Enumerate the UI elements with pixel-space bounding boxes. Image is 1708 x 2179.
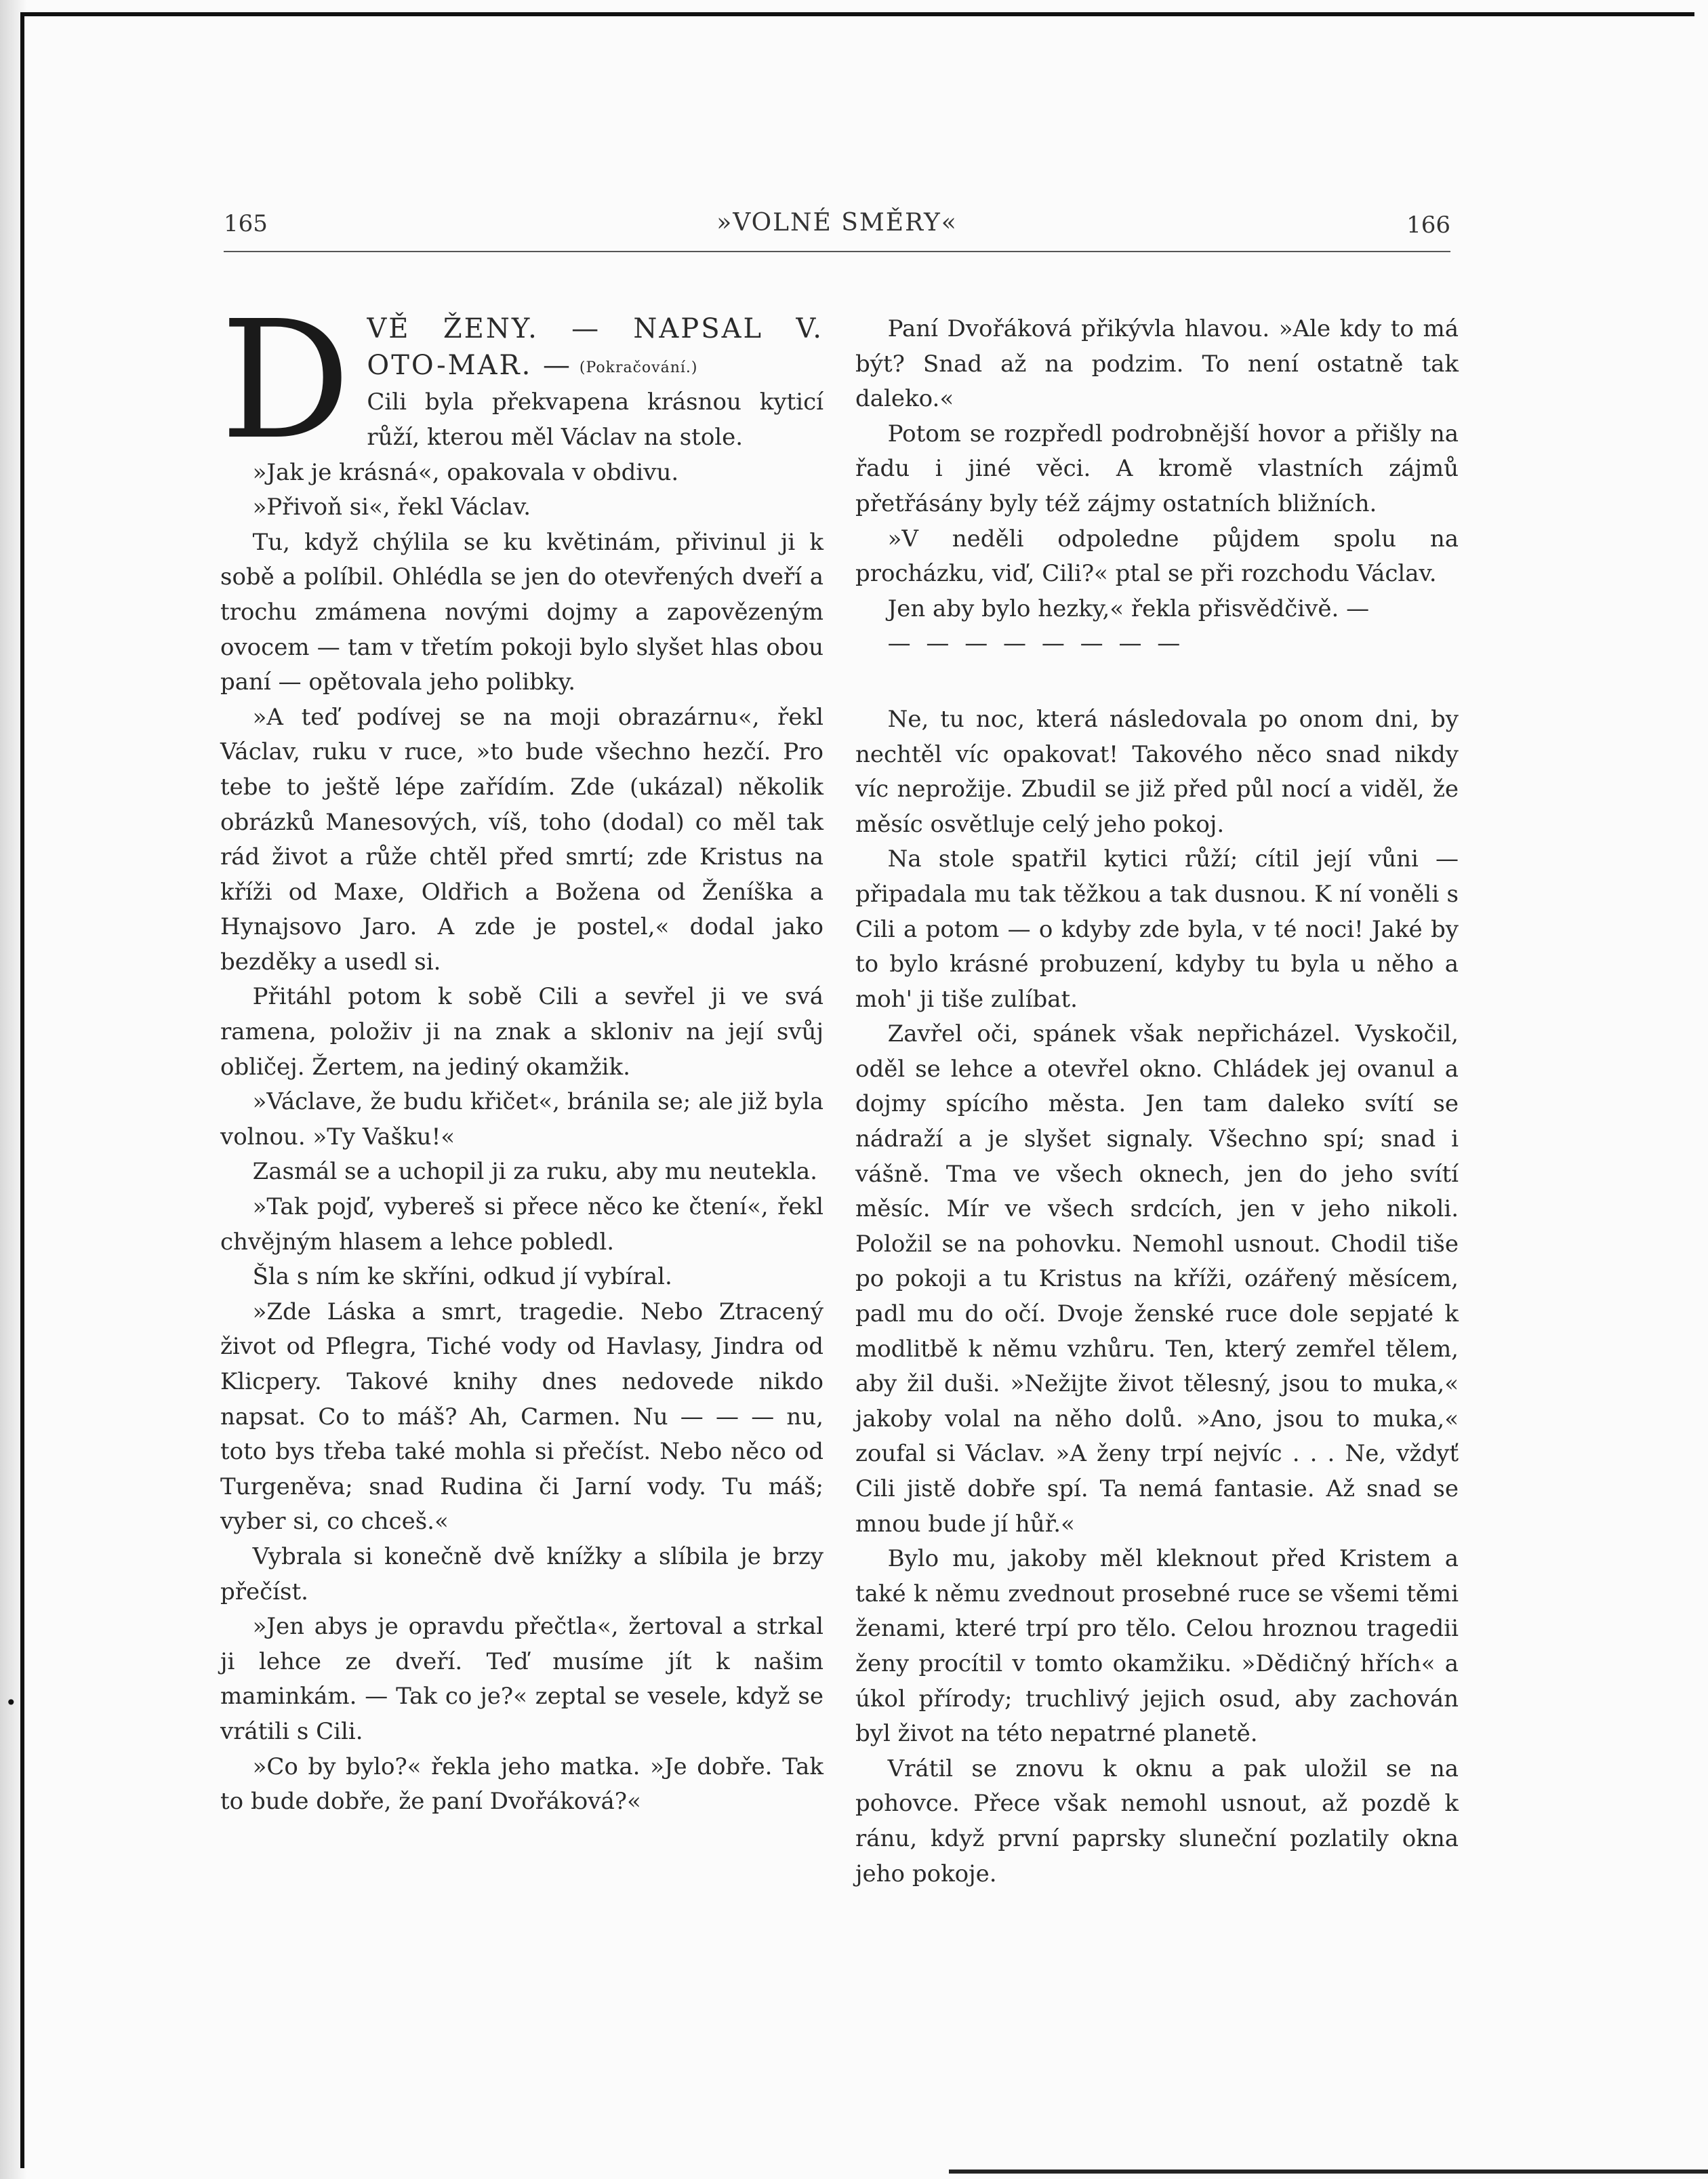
paragraph: Potom se rozpředl podrobnější hovor a přišly na řadu i jiné věci. A kromě vlastních zájmů přetřásány byly též zájmy ostatních bližních. bbox=[855, 420, 1459, 517]
paragraph: »Jen abys je opravdu přečtla«, žertoval a strkal ji lehce ze dveří. Teď musíme jít k našim maminkám. — Tak co je?« zeptal se vesele, když se vrátili s Cili. bbox=[220, 1613, 824, 1745]
paragraph: Paní Dvořáková přikývla hlavou. »Ale kdy to má být? Snad až na podzim. To není ostatně tak daleko.« bbox=[855, 315, 1459, 413]
right-paragraphs-a bbox=[855, 312, 1459, 626]
paragraph: Bylo mu, jakoby měl kleknout před Kristem a také k němu zvednout prosebné ruce se všemi těmi ženami, které trpí pro tělo. Celou hroznou tragedii ženy procítil v tomto okamžiku. »Dědičný hřích« a úkol přírody; truchlivý jejich osud, aby zachován byl život na této nepatrné planetě. bbox=[855, 1545, 1459, 1748]
paragraph: »Přivoň si«, řekl Václav. bbox=[252, 494, 531, 521]
article-title: VĚ ŽENY. — NAPSAL V. OTO-MAR. — bbox=[367, 313, 824, 381]
page-number-right: 166 bbox=[1406, 212, 1450, 239]
paragraph: Vybrala si konečně dvě knížky a slíbila je brzy přečíst. bbox=[220, 1542, 824, 1605]
right-column bbox=[855, 312, 1459, 1892]
paragraph: »Co by bylo?« řekla jeho matka. »Je dobře. Tak to bude dobře, že paní Dvořáková?« bbox=[220, 1753, 824, 1816]
paragraph: Cili byla překvapena krásnou kyticí růží, kterou měl Václav na stole. bbox=[367, 388, 824, 451]
stray-mark: • bbox=[5, 1692, 17, 1714]
page-number-left: 165 bbox=[224, 210, 268, 237]
continuation-note: (Pokračování.) bbox=[579, 359, 698, 376]
scan-border-top bbox=[20, 12, 1694, 16]
paragraph: Zavřel oči, spánek však nepřicházel. Vyskočil, oděl se lehce a otevřel okno. Chládek jej ovanul a dojmy spícího města. Jen tam daleko svítí se nádraží a je slyšet signaly. Všechno spí; snad i vášně. Tma ve všech oknech, jen do jeho svítí měsíc. Mír ve všech srdcích, jen v jeho nikoli. Položil se na pohovku. Nemohl usnout. Chodil tiše po pokoji a tu Kristus na kříži, ozářený měsícem, padl mu do očí. Dvoje ženské ruce dole sepjaté k modlitbě k němu vzhůru. Ten, který zemřel tělem, aby žil duši. »Nežijte život tělesný, jsou to muka,« jakoby volal na něho dolů. »Ano, jsou to muka,« zoufal si Václav. »A ženy trpí nejvíc . . . Ne, vždyť Cili jistě dobře spí. Ta nemá fantasie. Až snad se mnou bude jí hůř.« bbox=[855, 1020, 1459, 1538]
paragraph: »A teď podívej se na moji obrazárnu«, řekl Václav, ruku v ruce, »to bude všechno hezčí. Pro tebe to ještě lépe zařídím. Zde (ukázal) několik obrázků Manesových, víš, toho (dodal) co měl tak rád život a růže chtěl před smrtí; zde Kristus na kříži od Maxe, Oldřich a Božena od Ženíška a Hynajsovo Jaro. A zde je postel,« dodal jako bezděky a usedl si. bbox=[220, 703, 824, 976]
scan-border-left bbox=[20, 12, 24, 2168]
paragraph: Jen aby bylo hezky,« řekla přisvědčivě. — bbox=[887, 595, 1370, 622]
drop-cap: D bbox=[220, 285, 351, 475]
paragraph: Přitáhl potom k sobě Cili a sevřel ji ve svá ramena, položiv ji na znak a skloniv na její svůj obličej. Žertem, na jediný okamžik. bbox=[220, 983, 824, 1081]
paragraph: Vrátil se znovu k oknu a pak uložil se na pohovce. Přece však nemohl usnout, až pozdě k ránu, když první paprsky sluneční pozlatily okna jeho pokoje. bbox=[855, 1755, 1459, 1887]
left-column bbox=[220, 285, 824, 1820]
right-paragraphs-b bbox=[855, 702, 1459, 1892]
section-separator: — — — — — — — — bbox=[887, 630, 1185, 658]
running-title: »VOLNÉ SMĚRY« bbox=[716, 209, 958, 237]
header-rule bbox=[224, 251, 1450, 252]
left-paragraphs bbox=[220, 385, 824, 1819]
section-gap bbox=[855, 662, 1459, 702]
paragraph: »Jak je krásná«, opakovala v obdivu. bbox=[252, 458, 679, 486]
paragraph: Šla s ním ke skříni, odkud jí vybíral. bbox=[252, 1263, 672, 1291]
paragraph: Tu, když chýlila se ku květinám, přivinul ji k sobě a políbil. Ohlédla se jen do otevřených dveří a trochu zmámena novými dojmy a zapovězeným ovocem — tam v třetím pokoji bylo slyšet hlas obou paní — opětovala jeho polibky. bbox=[220, 528, 824, 696]
paragraph: »V neděli odpoledne půjdem spolu na procházku, viď, Cili?« ptal se při rozchodu Václav. bbox=[855, 525, 1459, 588]
paragraph: Na stole spatřil kytici růží; cítil její vůni — připadala mu tak těžkou a tak dusnou. K ní voněli s Cili a potom — o kdyby zde byla, v té noci! Jaké by to bylo krásné probuzení, kdyby tu byla u něho a moh' ji tiše zulíbat. bbox=[855, 845, 1459, 1013]
paragraph: »Tak pojď, vybereš si přece něco ke čtení«, řekl chvějným hlasem a lehce pobledl. bbox=[220, 1193, 824, 1256]
paragraph: Zasmál se a uchopil ji za ruku, aby mu neutekla. bbox=[252, 1158, 817, 1186]
page-header bbox=[224, 203, 1450, 244]
paragraph: Ne, tu noc, která následovala po onom dni, by nechtěl víc opakovat! Takového něco snad nikdy víc neprožije. Zbudil se již před půl nocí a viděl, že měsíc osvětluje celý jeho pokoj. bbox=[855, 705, 1459, 838]
paragraph: »Zde Láska a smrt, tragedie. Nebo Ztracený život od Pflegra, Tiché vody od Havlasy, Jindra od Klicpery. Takové knihy dnes nedovede nikdo napsat. Co to máš? Ah, Carmen. Nu — — — nu, toto bys třeba také mohla si přečíst. Nebo něco od Turgeněva; snad Rudina či Jarní vody. Tu máš; vyber si, co chceš.« bbox=[220, 1298, 824, 1536]
scan-border-bottom bbox=[949, 2170, 1708, 2174]
paragraph: »Václave, že budu křičet«, bránila se; ale již byla volnou. »Ty Vašku!« bbox=[220, 1088, 824, 1151]
